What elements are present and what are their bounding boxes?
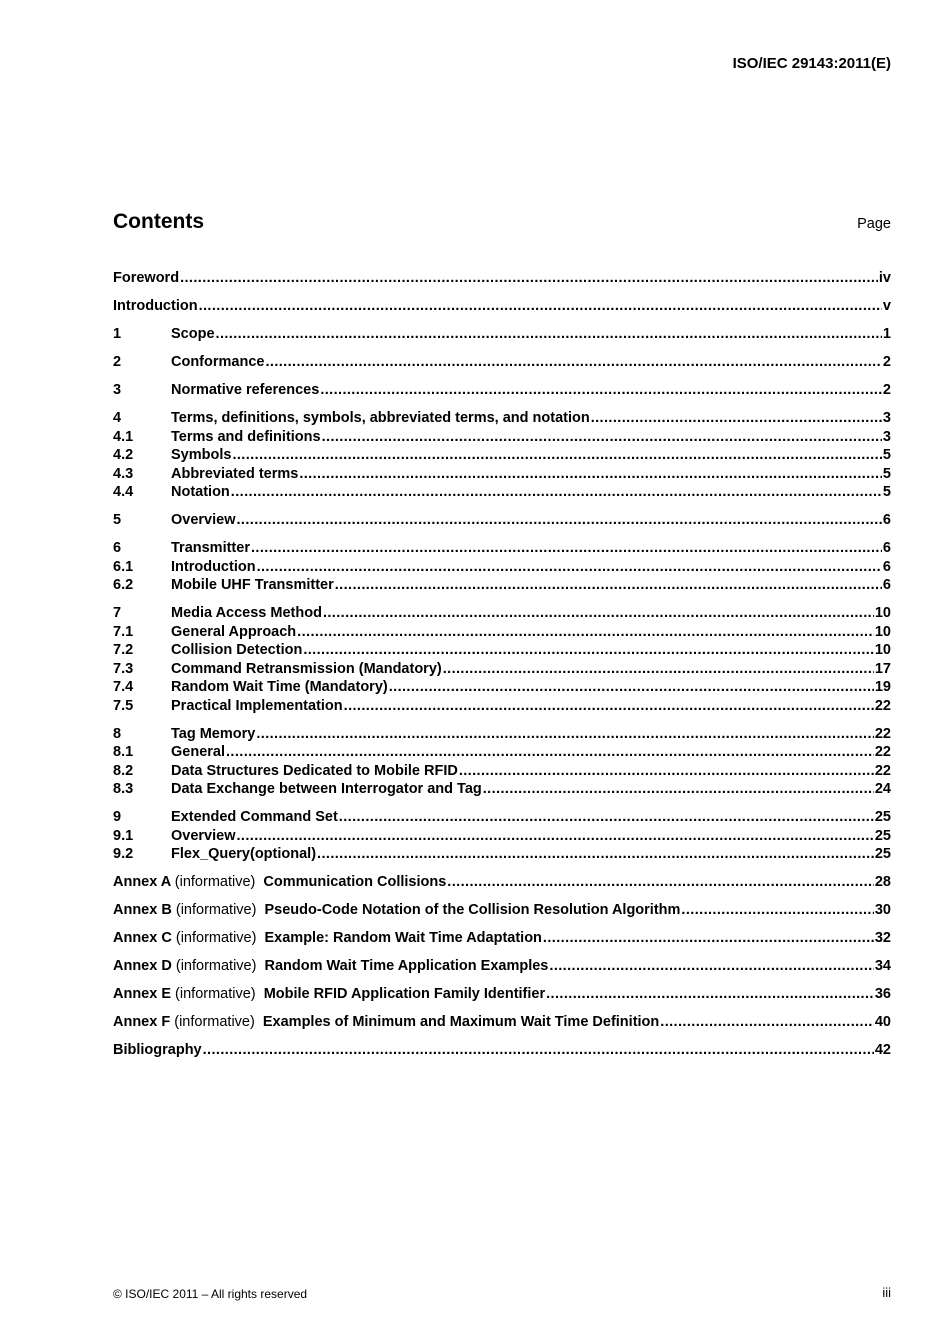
- annex-title: Mobile RFID Application Family Identifier: [263, 986, 546, 1002]
- toc-entry[interactable]: [113, 409, 891, 428]
- toc-entry-page: 40: [874, 1014, 891, 1030]
- toc-entry-page: 36: [874, 986, 891, 1002]
- toc-entry-title: Command Retransmission (Mandatory): [171, 660, 442, 677]
- toc-entry-page: 34: [874, 958, 891, 974]
- toc-entry-page: 25: [874, 809, 891, 825]
- toc-entry-page: 3: [882, 410, 891, 426]
- toc-entry-page: 22: [874, 744, 891, 760]
- toc-entry[interactable]: [113, 353, 891, 372]
- toc-entry[interactable]: [113, 660, 891, 679]
- annex-label: Annex D: [113, 958, 172, 974]
- toc-entry-page: 25: [874, 846, 891, 862]
- toc-entry-title: Terms and definitions: [171, 428, 321, 445]
- toc-entry-title: Introduction: [171, 558, 256, 575]
- annex-kind: (informative): [175, 958, 257, 974]
- annex-title: Random Wait Time Application Examples: [264, 958, 549, 974]
- toc-entry-page: 17: [874, 660, 891, 677]
- toc-entry-page: 22: [874, 725, 891, 742]
- toc-entry-number: 4.4: [113, 484, 134, 500]
- toc-entry-number: 6.1: [113, 558, 134, 575]
- toc-entry-title: Symbols: [171, 447, 232, 463]
- toc-entry[interactable]: [113, 558, 891, 577]
- toc-entry-page: 30: [874, 902, 891, 918]
- toc-entry-title: Overview: [171, 512, 236, 528]
- toc-entry-number: 7.4: [113, 679, 134, 695]
- toc-entry-title: Notation: [171, 484, 230, 500]
- toc-entry-page: v: [882, 298, 891, 314]
- toc-entry-page: 6: [882, 558, 891, 575]
- toc-annex-d[interactable]: [113, 957, 891, 976]
- toc-entry[interactable]: [113, 576, 891, 595]
- toc-entry-title: Scope: [171, 326, 215, 342]
- toc-entry-page: 19: [874, 679, 891, 695]
- toc-entry[interactable]: [113, 743, 891, 762]
- toc-entry[interactable]: [113, 845, 891, 864]
- toc-entry-number: 3: [113, 382, 122, 398]
- toc-entry-page: 22: [874, 762, 891, 779]
- annex-title: Example: Random Wait Time Adaptation: [264, 930, 542, 946]
- table-of-contents: [113, 269, 891, 1060]
- toc-entry-page: 32: [874, 930, 891, 946]
- toc-entry-page: 28: [874, 874, 891, 890]
- contents-title: Contents: [113, 210, 204, 233]
- toc-entry-number: 8.1: [113, 744, 134, 760]
- toc-entry-number: 2: [113, 354, 122, 370]
- toc-entry-page: 24: [874, 781, 891, 797]
- toc-entry-number: 7: [113, 605, 122, 621]
- toc-entry[interactable]: [113, 428, 891, 447]
- toc-entry-title: General: [171, 744, 225, 760]
- toc-entry[interactable]: [113, 623, 891, 642]
- toc-entry[interactable]: [113, 762, 891, 781]
- toc-entry-number: 9.2: [113, 846, 134, 862]
- toc-entry-title: Overview: [171, 827, 236, 844]
- toc-entry-page: 5: [882, 484, 891, 500]
- toc-annex-c[interactable]: [113, 929, 891, 948]
- toc-entry-page: 10: [874, 623, 891, 640]
- toc-entry-title: Bibliography: [113, 1042, 202, 1058]
- toc-entry[interactable]: [113, 511, 891, 530]
- toc-entry-page: iv: [878, 270, 891, 286]
- toc-entry-title: Transmitter: [171, 540, 250, 556]
- toc-entry[interactable]: [113, 678, 891, 697]
- toc-entry-page: 5: [882, 447, 891, 463]
- page-column-label: Page: [857, 216, 891, 232]
- toc-entry-page: 1: [882, 326, 891, 342]
- toc-entry[interactable]: [113, 780, 891, 799]
- annex-label: Annex A: [113, 874, 171, 890]
- toc-entry[interactable]: [113, 725, 891, 744]
- toc-entry-number: 5: [113, 512, 122, 528]
- toc-entry-title: Mobile UHF Transmitter: [171, 577, 334, 593]
- toc-entry-page: 6: [882, 577, 891, 593]
- toc-entry-number: 4.1: [113, 428, 134, 445]
- toc-entry-number: 7.5: [113, 697, 134, 714]
- annex-kind: (informative): [175, 930, 257, 946]
- toc-entry-page: 2: [882, 354, 891, 370]
- toc-entry-title: Data Exchange between Interrogator and Tag: [171, 781, 482, 797]
- toc-entry-title: Flex_Query(optional): [171, 846, 317, 862]
- toc-entry-number: 7.2: [113, 642, 134, 658]
- toc-entry[interactable]: [113, 446, 891, 465]
- document-id-header: ISO/IEC 29143:2011(E): [732, 55, 891, 72]
- toc-entry[interactable]: [113, 483, 891, 502]
- toc-entry-page: 10: [874, 642, 891, 658]
- toc-entry-page: 10: [874, 605, 891, 621]
- toc-entry-page: 2: [882, 382, 891, 398]
- toc-entry-number: 4: [113, 410, 122, 426]
- annex-label: Annex C: [113, 930, 172, 946]
- toc-entry[interactable]: [113, 381, 891, 400]
- toc-entry-number: 8: [113, 725, 122, 742]
- annex-label: Annex B: [113, 902, 172, 918]
- toc-entry-number: 8.2: [113, 762, 134, 779]
- annex-title: Communication Collisions: [263, 874, 447, 890]
- toc-annex-e[interactable]: [113, 985, 891, 1004]
- toc-entry-number: 7.1: [113, 623, 134, 640]
- annex-title: Examples of Minimum and Maximum Wait Time Definition: [262, 1014, 660, 1030]
- toc-entry-title: Tag Memory: [171, 725, 256, 742]
- footer-copyright: © ISO/IEC 2011 – All rights reserved: [113, 1287, 308, 1301]
- toc-entry-title: Data Structures Dedicated to Mobile RFID: [171, 762, 458, 779]
- toc-entry[interactable]: [113, 604, 891, 623]
- footer-page-number: iii: [882, 1285, 891, 1300]
- toc-entry-number: 8.3: [113, 781, 134, 797]
- toc-entry-title: Conformance: [171, 354, 265, 370]
- annex-label: Annex F: [113, 1014, 171, 1030]
- toc-entry-title: Normative references: [171, 382, 320, 398]
- toc-entry-title: Terms, definitions, symbols, abbreviated terms, and notation: [171, 410, 590, 426]
- toc-annex-a[interactable]: [113, 873, 891, 892]
- toc-entry-title: Collision Detection: [171, 642, 303, 658]
- toc-entry-bibliography[interactable]: [113, 1041, 891, 1060]
- toc-entry-title: Foreword: [113, 270, 180, 286]
- toc-entry-number: 1: [113, 326, 122, 342]
- toc-entry-number: 9.1: [113, 827, 134, 844]
- toc-entry-page: 5: [882, 465, 891, 482]
- toc-entry-number: 6: [113, 540, 122, 556]
- toc-annex-f[interactable]: [113, 1013, 891, 1032]
- toc-entry-introduction[interactable]: [113, 297, 891, 316]
- annex-kind: (informative): [175, 902, 257, 918]
- annex-title: Pseudo-Code Notation of the Collision Resolution Algorithm: [264, 902, 681, 918]
- annex-kind: (informative): [174, 874, 256, 890]
- toc-entry-number: 7.3: [113, 660, 134, 677]
- toc-entry-page: 25: [874, 827, 891, 844]
- toc-entry-title: Extended Command Set: [171, 809, 338, 825]
- toc-entry-page: 42: [874, 1042, 891, 1058]
- toc-entry-title: Random Wait Time (Mandatory): [171, 679, 388, 695]
- toc-entry-title: Practical Implementation: [171, 697, 343, 714]
- toc-entry[interactable]: [113, 808, 891, 827]
- toc-entry-page: 6: [882, 512, 891, 528]
- toc-entry[interactable]: [113, 325, 891, 344]
- toc-entry-page: 6: [882, 540, 891, 556]
- toc-entry-title: Media Access Method: [171, 605, 322, 621]
- toc-entry-page: 3: [882, 428, 891, 445]
- toc-entry[interactable]: [113, 641, 891, 660]
- annex-label: Annex E: [113, 986, 172, 1002]
- toc-entry-number: 9: [113, 809, 122, 825]
- annex-kind: (informative): [175, 986, 256, 1002]
- toc-entry[interactable]: [113, 697, 891, 716]
- toc-entry[interactable]: [113, 465, 891, 484]
- toc-entry-number: 6.2: [113, 577, 134, 593]
- toc-entry-title: General Approach: [171, 623, 297, 640]
- toc-entry-number: 4.2: [113, 447, 134, 463]
- annex-kind: (informative): [174, 1014, 255, 1030]
- toc-entry-title: Abbreviated terms: [171, 465, 299, 482]
- toc-entry[interactable]: [113, 827, 891, 846]
- toc-entry-foreword[interactable]: [113, 269, 891, 288]
- toc-entry-title: Introduction: [113, 298, 198, 314]
- toc-entry[interactable]: [113, 539, 891, 558]
- toc-annex-b[interactable]: [113, 901, 891, 920]
- toc-entry-page: 22: [874, 697, 891, 714]
- toc-entry-number: 4.3: [113, 465, 134, 482]
